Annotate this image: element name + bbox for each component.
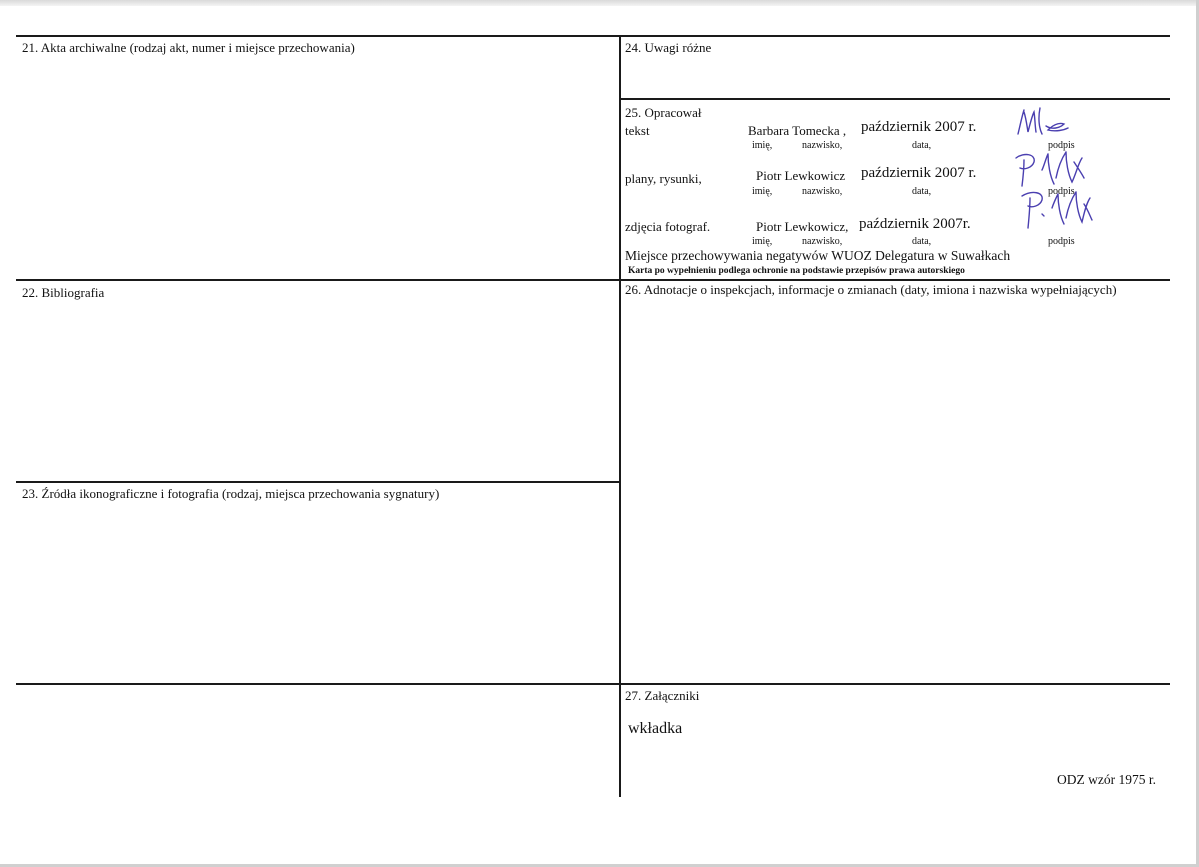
sublabel-date-3: data,	[912, 236, 932, 247]
author-name-text: Barbara Tomecka ,	[748, 123, 847, 138]
section-23-label: 23. Źródła ikonograficzne i fotografia (rodzaj, miejsca przechowania sygnatury)	[22, 486, 440, 501]
author-date-photos: październik 2007r.	[859, 216, 971, 232]
copyright-note: Karta po wypełnieniu podlega ochronie na podstawie przepisów prawa autorskiego	[628, 266, 965, 276]
rule-24-25	[620, 98, 1170, 100]
author-date-plans: październik 2007 r.	[861, 165, 977, 181]
sublabel-last-3: nazwisko,	[802, 236, 843, 247]
section-27-label: 27. Załączniki	[625, 688, 700, 703]
author-role-plans: plany, rysunki,	[625, 171, 702, 186]
sublabel-first-3: imię,	[752, 236, 773, 247]
author-role-photos: zdjęcia fotograf.	[625, 219, 711, 234]
signature-3-icon	[1018, 188, 1098, 232]
author-name-plans: Piotr Lewkowicz	[756, 168, 846, 183]
section-24-label: 24. Uwagi różne	[625, 40, 712, 55]
section-25-label: 25. Opracował	[625, 105, 702, 120]
rule-bottom-row	[16, 683, 1170, 685]
sublabel-date-1: data,	[912, 140, 932, 151]
scan-edge-top	[0, 0, 1199, 6]
sublabel-sign-1: podpis	[1048, 140, 1075, 151]
section-21-label: 21. Akta archiwalne (rodzaj akt, numer i miejsce przechowania)	[22, 40, 355, 55]
author-name-photos: Piotr Lewkowicz,	[756, 219, 849, 234]
sublabel-date-2: data,	[912, 186, 932, 197]
sublabel-last-2: nazwisko,	[802, 186, 843, 197]
attachments-value: wkładka	[628, 720, 683, 737]
rule-top	[16, 35, 1170, 37]
sublabel-sign-2: podpis	[1048, 186, 1075, 197]
rule-21-22	[16, 279, 1170, 281]
author-role-text: tekst	[625, 123, 650, 138]
author-date-text: październik 2007 r.	[861, 119, 977, 135]
sublabel-last-1: nazwisko,	[802, 140, 843, 151]
signature-1-icon	[1012, 104, 1082, 140]
sublabel-sign-3: podpis	[1048, 236, 1075, 247]
sublabel-first-1: imię,	[752, 140, 773, 151]
signature-2-icon	[1012, 148, 1092, 190]
section-26-label: 26. Adnotacje o inspekcjach, informacje o zmianach (daty, imiona i nazwiska wypełniających)	[625, 282, 1117, 297]
sublabel-first-2: imię,	[752, 186, 773, 197]
rule-22-23	[16, 481, 620, 483]
section-22-label: 22. Bibliografia	[22, 285, 105, 300]
negatives-place: Miejsce przechowywania negatywów WUOZ Delegatura w Suwałkach	[625, 248, 1011, 263]
form-reference: ODZ wzór 1975 r.	[1057, 772, 1156, 787]
